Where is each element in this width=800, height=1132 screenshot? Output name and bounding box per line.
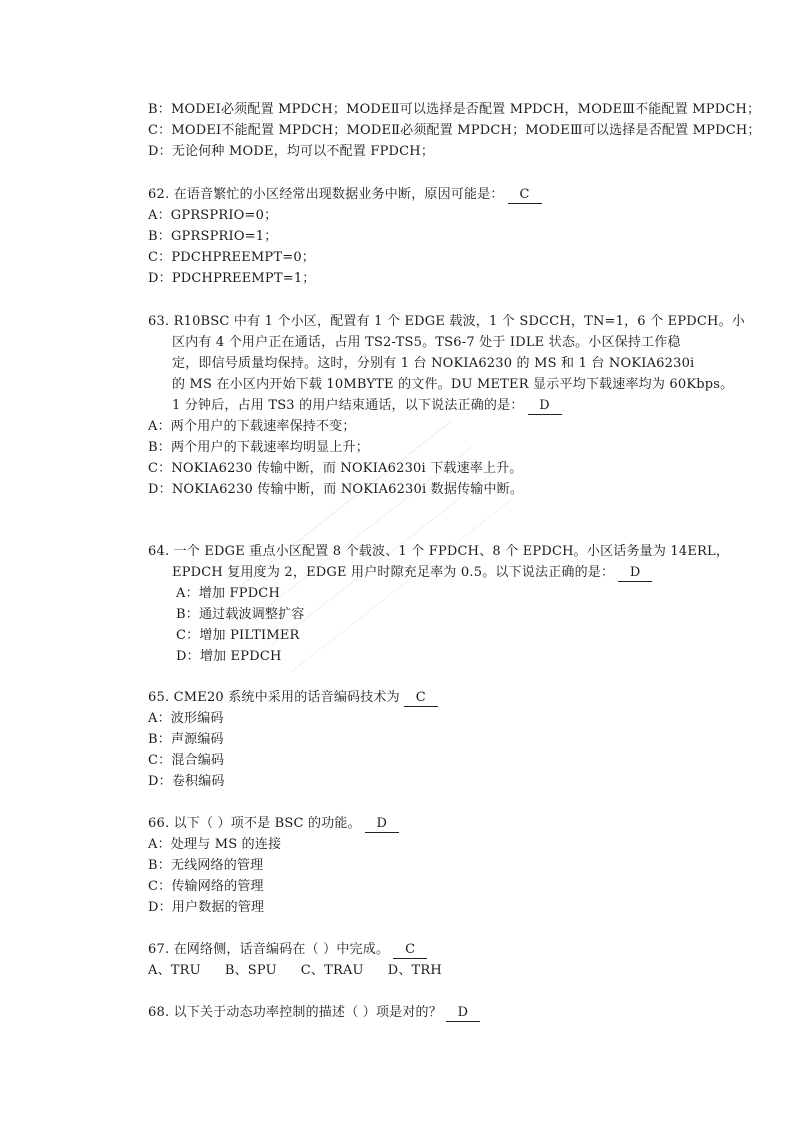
q66-stem: [148, 814, 399, 834]
q68-stem: [148, 1003, 480, 1023]
q67-answer: C: [393, 942, 427, 959]
q62-stem: [148, 185, 542, 205]
q66-option-a: A：处理与 MS 的连接: [148, 837, 282, 852]
q64-option-c: C：增加 PILTIMER: [176, 628, 300, 643]
q66-stem-text: 66. 以下（ ）项不是 BSC 的功能。: [148, 816, 361, 831]
q63-stem-text: 1 分钟后，占用 TS3 的用户结束通话，以下说法正确的是：: [172, 398, 524, 413]
q68-stem-text: 68. 以下关于动态功率控制的描述（ ）项是对的？: [148, 1005, 442, 1020]
q63-option-b: B：两个用户的下载速率均明显上升；: [148, 440, 369, 455]
q67-option-b: B、SPU: [224, 963, 277, 978]
q67-stem: [148, 940, 427, 960]
q64-option-a: A：增加 FPDCH: [176, 586, 280, 601]
q66-option-b: B：无线网络的管理: [148, 858, 264, 873]
q66-option-d: D：用户数据的管理: [148, 900, 265, 915]
q65-stem-text: 65. CME20 系统中采用的话音编码技术为: [148, 690, 400, 705]
q67-stem-text: 67. 在网络侧，话音编码在（ ）中完成。: [148, 942, 390, 957]
q62-answer: C: [508, 187, 542, 204]
q67-option-c: C、TRAU: [300, 963, 364, 978]
q65-option-a: A：波形编码: [148, 711, 224, 726]
q63-option-d: D：NOKIA6230 传输中断，而 NOKIA6230i 数据传输中断。: [148, 482, 524, 497]
q61-option-c: C：MODEⅠ不能配置 MPDCH；MODEⅡ必须配置 MPDCH；MODEⅢ可以选择是否配置 MPDCH；: [148, 123, 761, 138]
q63-answer: D: [528, 398, 562, 415]
q65-option-c: C：混合编码: [148, 753, 225, 768]
q64-option-d: D：增加 EPDCH: [176, 649, 282, 664]
q62-stem-text: 62. 在语音繁忙的小区经常出现数据业务中断，原因可能是：: [148, 187, 504, 202]
q65-answer: C: [404, 690, 438, 707]
q64-stem-text: EPDCH 复用度为 2，EDGE 用户时隙充足率为 0.5。以下说法正确的是：: [172, 565, 615, 580]
q64-option-b: B：通过载波调整扩容: [176, 607, 305, 622]
q62-option-d: D：PDCHPREEMPT=1；: [148, 271, 316, 286]
q67-option-a: A、TRU: [148, 963, 201, 978]
q63-stem-line-2: 区内有 4 个用户正在通话，占用 TS2-TS5。TS6-7 处于 IDLE 状态。小区保持工作稳: [172, 335, 681, 350]
q63-stem-line-1: 63. R10BSC 中有 1 个小区，配置有 1 个 EDGE 载波，1 个 SDCCH，TN=1，6 个 EPDCH。小: [148, 314, 745, 329]
q67-option-d: D、TRH: [387, 963, 442, 978]
q63-stem-line-4: 的 MS 在小区内开始下载 10MBYTE 的文件。DU METER 显示平均下载速率均为 60Kbps。: [172, 377, 734, 392]
q67-options-row: [148, 961, 466, 981]
q63-option-c: C：NOKIA6230 传输中断，而 NOKIA6230i 下载速率上升。: [148, 461, 523, 476]
q64-stem-line-1: 64. 一个 EDGE 重点小区配置 8 个载波、1 个 FPDCH、8 个 EPDCH。小区话务量为 14ERL，: [148, 544, 730, 559]
q66-option-c: C：传输网络的管理: [148, 879, 264, 894]
q63-option-a: A：两个用户的下载速率保持不变；: [148, 419, 356, 434]
q63-stem-line-5: [172, 396, 562, 416]
q66-answer: D: [365, 816, 399, 833]
q62-option-a: A：GPRSPRIO=0；: [148, 208, 278, 223]
q61-option-b: B：MODEⅠ必须配置 MPDCH；MODEⅡ可以选择是否配置 MPDCH，MODEⅢ不能配置 MPDCH；: [148, 102, 761, 117]
q64-answer: D: [618, 565, 652, 582]
q63-stem-line-3: 定，即信号质量均保持。这时，分别有 1 台 NOKIA6230 的 MS 和 1 台 NOKIA6230i: [172, 356, 695, 371]
q65-option-d: D：卷积编码: [148, 774, 225, 789]
q62-option-b: B：GPRSPRIO=1；: [148, 229, 278, 244]
q68-answer: D: [446, 1005, 480, 1022]
q61-option-d: D：无论何种 MODE，均可以不配置 FPDCH；: [148, 144, 435, 159]
q65-option-b: B：声源编码: [148, 732, 224, 747]
q62-option-c: C：PDCHPREEMPT=0；: [148, 250, 316, 265]
